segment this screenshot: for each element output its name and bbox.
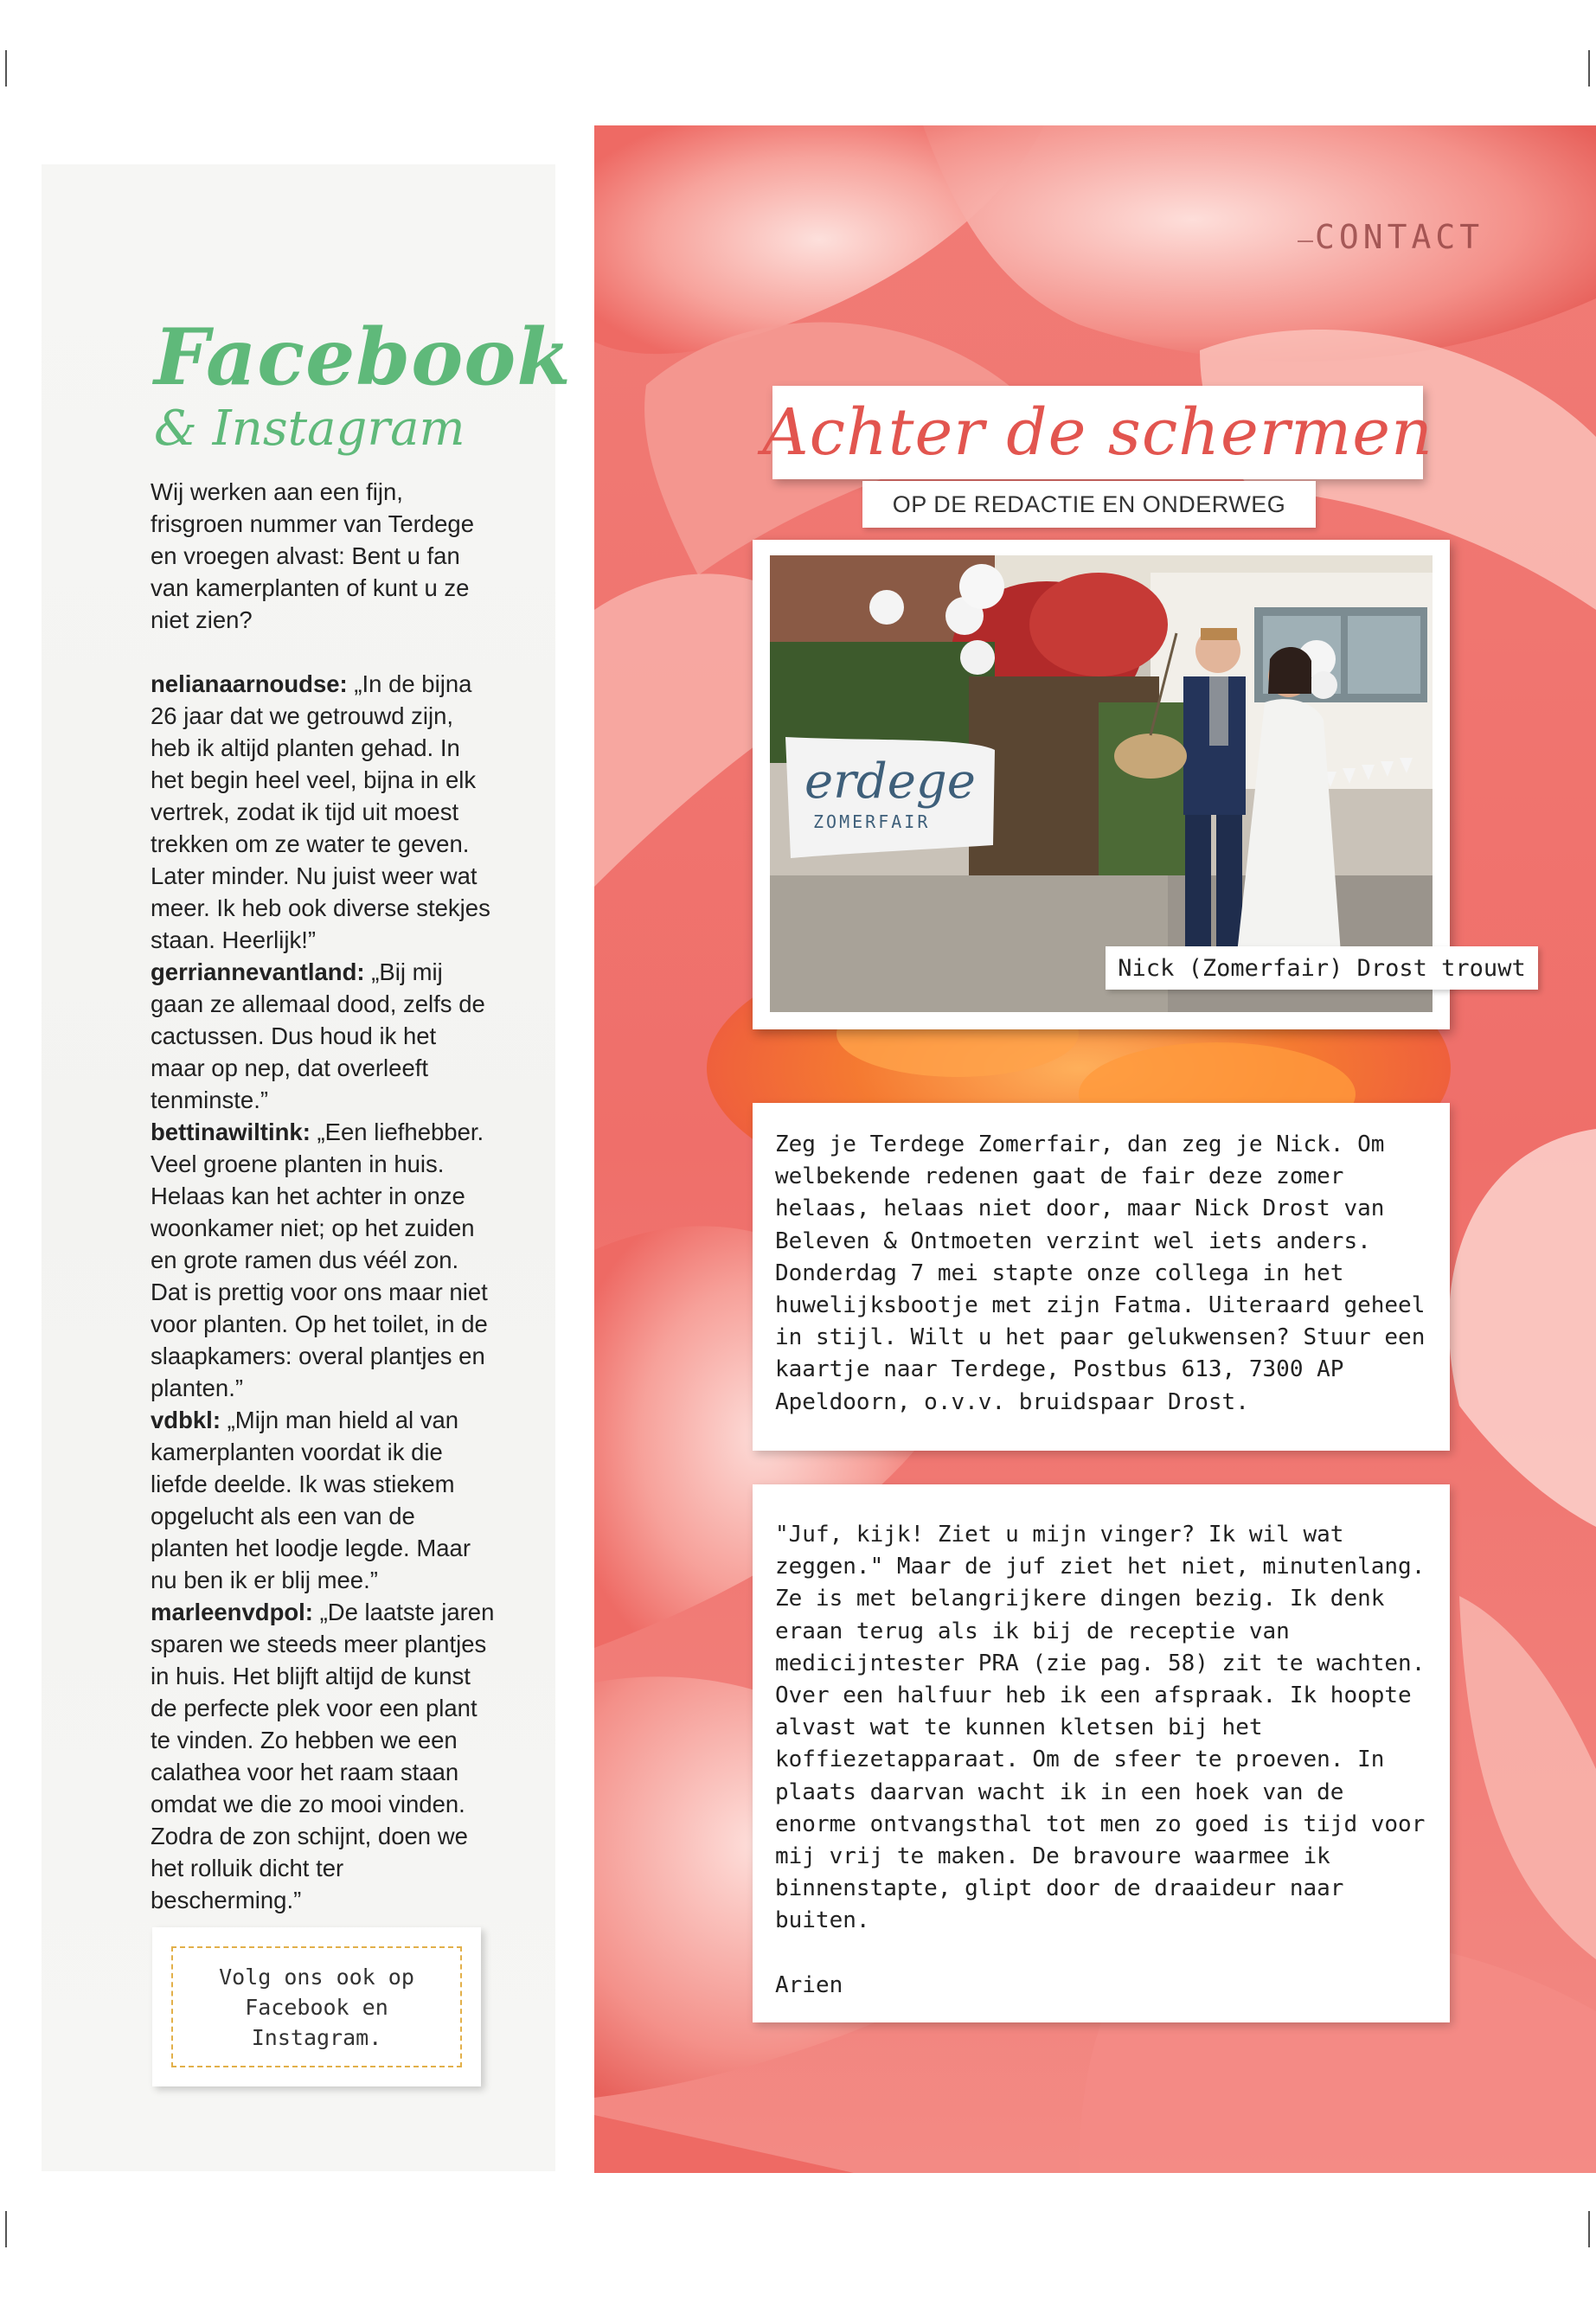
comment-username: marleenvdpol: (151, 1599, 313, 1625)
comment-text: „Mijn man hield al van kamerplanten voordat ik die liefde deelde. Ik was stiekem opgelucht als een van de planten het loodje legde. Maar nu ben ik er blij mee.” (151, 1407, 471, 1593)
comment-4 (151, 1404, 497, 1596)
comment-username: gerriannevantland: (151, 958, 365, 985)
social-comments-column (151, 476, 497, 1916)
subtitle-box (862, 481, 1316, 528)
comment-5 (151, 1596, 497, 1916)
comment-text: „Bij mij gaan ze allemaal dood, zelfs de cactussen. Dus houd ik het maar op nep, dat overleeft tenminste.” (151, 958, 485, 1113)
follow-us-box (152, 1927, 481, 2086)
follow-us-text: Volg ons ook op Facebook en Instagram. (219, 1964, 414, 2050)
crop-mark-bottom-right (1588, 2211, 1590, 2247)
follow-dashed-border (171, 1946, 462, 2067)
story-card-wedding (753, 1103, 1450, 1451)
photo-caption-box (1106, 946, 1538, 990)
comment-3 (151, 1116, 497, 1404)
wedding-photo (770, 555, 1433, 1012)
section-label-dash (1298, 240, 1313, 242)
section-label: CONTACT (1315, 218, 1484, 256)
title-box (762, 386, 1433, 479)
story-wedding-text: Zeg je Terdege Zomerfair, dan zeg je Nick. Om welbekende redenen gaat de fair deze zomer helaas, helaas niet door, maar Nick Drost van Beleven & Ontmoeten verzint wel iets anders. Donderdag 7 mei stapte onze collega in het huwelijksbootje met zijn Fatma. Uiteraard geheel in stijl. Wilt u het paar gelukwensen? Stuur een kaartje naar Terdege, Postbus 613, 7300 AP Apeldoorn, o.v.v. bruidspaar Drost. (775, 1131, 1426, 1415)
crop-mark-top-right (1588, 50, 1590, 87)
crop-mark-bottom-left (5, 2211, 7, 2247)
facebook-heading: Facebook (154, 311, 572, 403)
comment-text: „De laatste jaren sparen we steeds meer plantjes in huis. Het blijft altijd de kunst de perfecte plek voor een plant te vinden. Zo hebben we een calathea voor het raam staan omdat we die zo mooi vinden. Zodra de zon schijnt, doen we het rolluik dicht ter bescherming.” (151, 1599, 495, 1913)
comment-1 (151, 668, 497, 956)
story-signoff: Arien (775, 1971, 843, 1998)
story-column-text: "Juf, kijk! Ziet u mijn vinger? Ik wil wat zeggen." Maar de juf ziet het niet, minutenlang. Ze is met belangrijkere dingen bezig. Ik denk eraan terug als ik bij de receptie van medicijntester PRA (zie pag. 58) zit te wachten. Over een halfuur heb ik een afspraak. Ik hoopte alvast wat te kunnen kletsen bij het koffiezetapparaat. Om de sfeer te proeven. In plaats daarvan wacht ik in een hoek van de enorme ontvangsthal tot men zo goed is tijd voor mij vrij te maken. De bravoure waarmee ik binnenstapte, glipt door de draaideur naar buiten. (775, 1522, 1426, 1934)
comment-2 (151, 956, 497, 1116)
page-subtitle: OP DE REDACTIE EN ONDERWEG (892, 490, 1286, 517)
comment-text: „In de bijna 26 jaar dat we getrouwd zijn, heb ik altijd planten gehad. In het begin heel veel, bijna in elk vertrek, zodat ik tijd uit moest trekken om ze water te geven. Later minder. Nu juist weer wat meer. Ik heb ook diverse stekjes staan. Heerlijk!” (151, 670, 490, 953)
crop-mark-top-left (5, 50, 7, 87)
intro-question: Wij werken aan een fijn, frisgroen nummer van Terdege en vroegen alvast: Bent u fan van kamerplanten of kunt u ze niet zien? (151, 478, 474, 633)
wedding-photo-illustration (770, 555, 1433, 1012)
instagram-subheading: & Instagram (154, 401, 465, 457)
page-title: Achter de schermen (762, 395, 1433, 470)
comment-username: nelianaarnoudse: (151, 670, 348, 697)
banner-logo-text: erdege (804, 753, 976, 810)
comment-username: vdbkl: (151, 1407, 221, 1433)
comment-username: bettinawiltink: (151, 1118, 311, 1145)
banner-subtext: ZOMERFAIR (813, 811, 931, 832)
story-card-column (753, 1484, 1450, 2022)
photo-caption: Nick (Zomerfair) Drost trouwt (1118, 954, 1526, 982)
comment-text: „Een liefhebber. Veel groene planten in huis. Helaas kan het achter in onze woonkamer niet; op het zuiden en grote ramen dus véél zon. Dat is prettig voor ons maar niet voor planten. Op het toilet, in de slaapkamers: overal plantjes en planten.” (151, 1118, 488, 1401)
